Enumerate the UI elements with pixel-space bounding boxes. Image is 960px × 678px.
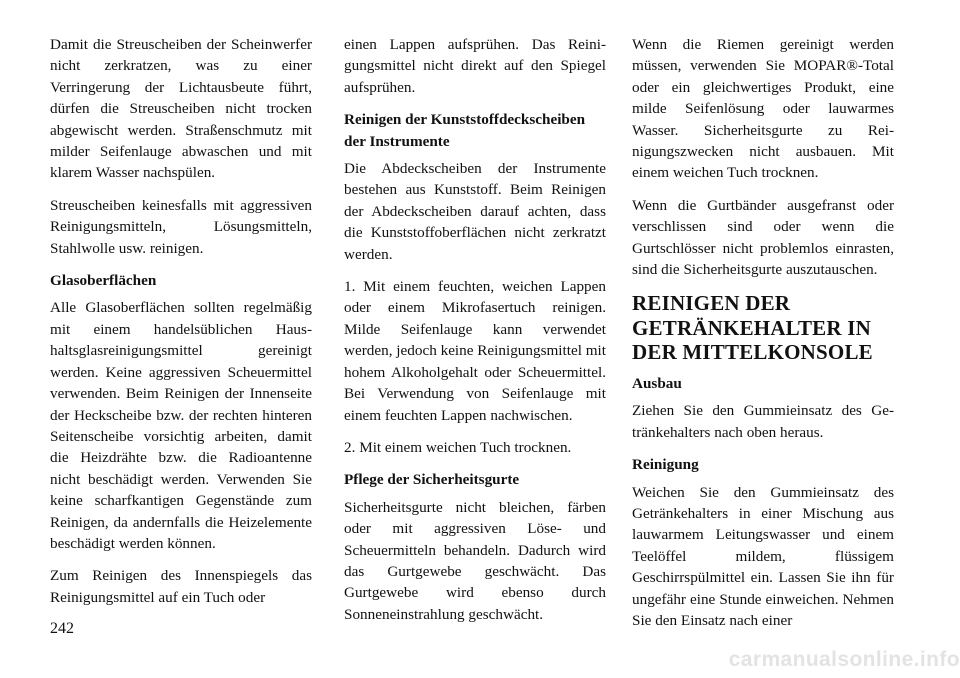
paragraph-glass-cleaning: Alle Glasoberflächen sollten regelmäßig mit einem handelsüblichen Haushaltsglasreinigungsmittel gereinigt werden. Keine aggressiven Scheuermittel verwenden. Beim Reinigen der Innenseite der Heckscheibe bzw. der rechten hinteren Seitenscheibe vorsichtig arbeiten, damit die Heizdrähte bzw. die Radioantenne nicht beschädigt werden. Verwenden Sie keine scharfkantigen Gegenstände zum Reinigen, da andernfalls die Heizelemente beschädigt werden können. <box>50 299 312 552</box>
column-right <box>632 34 894 642</box>
paragraph-removal: Ziehen Sie den Gummieinsatz des Getränkehalters nach oben heraus. <box>632 402 894 441</box>
subheading-cleaning: Reinigung <box>632 456 699 474</box>
paragraph-seatbelt-care: Sicherheitsgurte nicht bleichen, färben oder mit aggressiven Löse- und Scheuermitteln behandeln. Dadurch wird das Gurtgewebe geschwächt. Das Gurtgewebe wird ebenso durch Sonneneinstrahlung geschwächt. <box>344 498 606 623</box>
paragraph-belt-cleaning: Wenn die Riemen gereinigt werden müssen, verwenden Sie MOPAR®-Total oder ein gleichwertiges Produkt, eine milde Seifenlösung oder lauwarmes Wasser. Sicherheitsgurte zu Reinigungszwecken nicht ausbauen. Mit einem weichen Tuch trocknen. <box>632 36 894 182</box>
paragraph-headlamp-lenses: Damit die Streuscheiben der Scheinwerfer nicht zerkratzen, was zu einer Verringerung der Lichtausbeute führt, dürfen die Streuscheiben nicht trocken abgewischt werden. Straßenschmutz mit milder Seifenlauge abwaschen und mit klarem Wasser nachspülen. <box>50 36 312 182</box>
list-item-step-2: 2. Mit einem weichen Tuch trocknen. <box>344 438 572 456</box>
section-title-cupholder: REINIGEN DER GETRÄNKEHALTER IN DER MITTELKONSOLE <box>632 291 873 365</box>
subheading-removal: Ausbau <box>632 374 682 392</box>
subheading-seatbelt-care: Pflege der Sicherheitsgurte <box>344 471 520 489</box>
subheading-instrument-covers: Reinigen der Kunststoffdeckscheiben der Instrumente <box>344 111 586 150</box>
paragraph-cleaning: Weichen Sie den Gummieinsatz des Getränkehalters in einer Mischung aus lauwarmem Leitungswasser und einem Teelöffel mildem, flüssigem Geschirrspülmittel ein. Lassen Sie ihn für ungefähr eine Stunde einweichen. Nehmen Sie den Einsatz nach einer <box>632 483 894 630</box>
paragraph-mirror-spray: einen Lappen aufsprühen. Das Reinigungsmittel nicht direkt auf den Spiegel aufsprühen. <box>344 36 606 96</box>
paragraph-instrument-covers: Die Abdeckscheiben der Instrumente bestehen aus Kunststoff. Beim Reinigen der Abdeckscheiben darauf achten, dass die Kunststoffoberflächen nicht zerkratzt werden. <box>344 160 606 263</box>
page-number: 242 <box>50 620 74 637</box>
paragraph-lens-warning: Streuscheiben keinesfalls mit aggressiven Reinigungsmitteln, Lösungsmitteln, Stahlwolle usw. reinigen. <box>50 196 312 257</box>
watermark: carmanualsonline.info <box>728 648 960 671</box>
column-left <box>50 34 312 619</box>
column-middle <box>344 34 606 636</box>
paragraph-belt-replacement: Wenn die Gurtbänder ausgefranst oder verschlissen sind oder wenn die Gurtschlösser nicht problemlos einrasten, sind die Sicherheitsgurte auszutauschen. <box>632 196 894 279</box>
subheading-glass-surfaces: Glasoberflächen <box>50 272 157 290</box>
list-item-step-1: 1. Mit einem feuchten, weichen Lappen oder einem Mikrofasertuch reinigen. Milde Seifenlauge kann verwendet werden, jedoch keine Reinigungsmittel mit hohem Alkoholgehalt oder Scheuermittel. Bei Verwendung von Seifenlauge mit einem feuchten Lappen nachwischen. <box>344 278 606 424</box>
paragraph-mirror-cleaning: Zum Reinigen des Innenspiegels das Reinigungsmittel auf ein Tuch oder <box>50 567 312 606</box>
